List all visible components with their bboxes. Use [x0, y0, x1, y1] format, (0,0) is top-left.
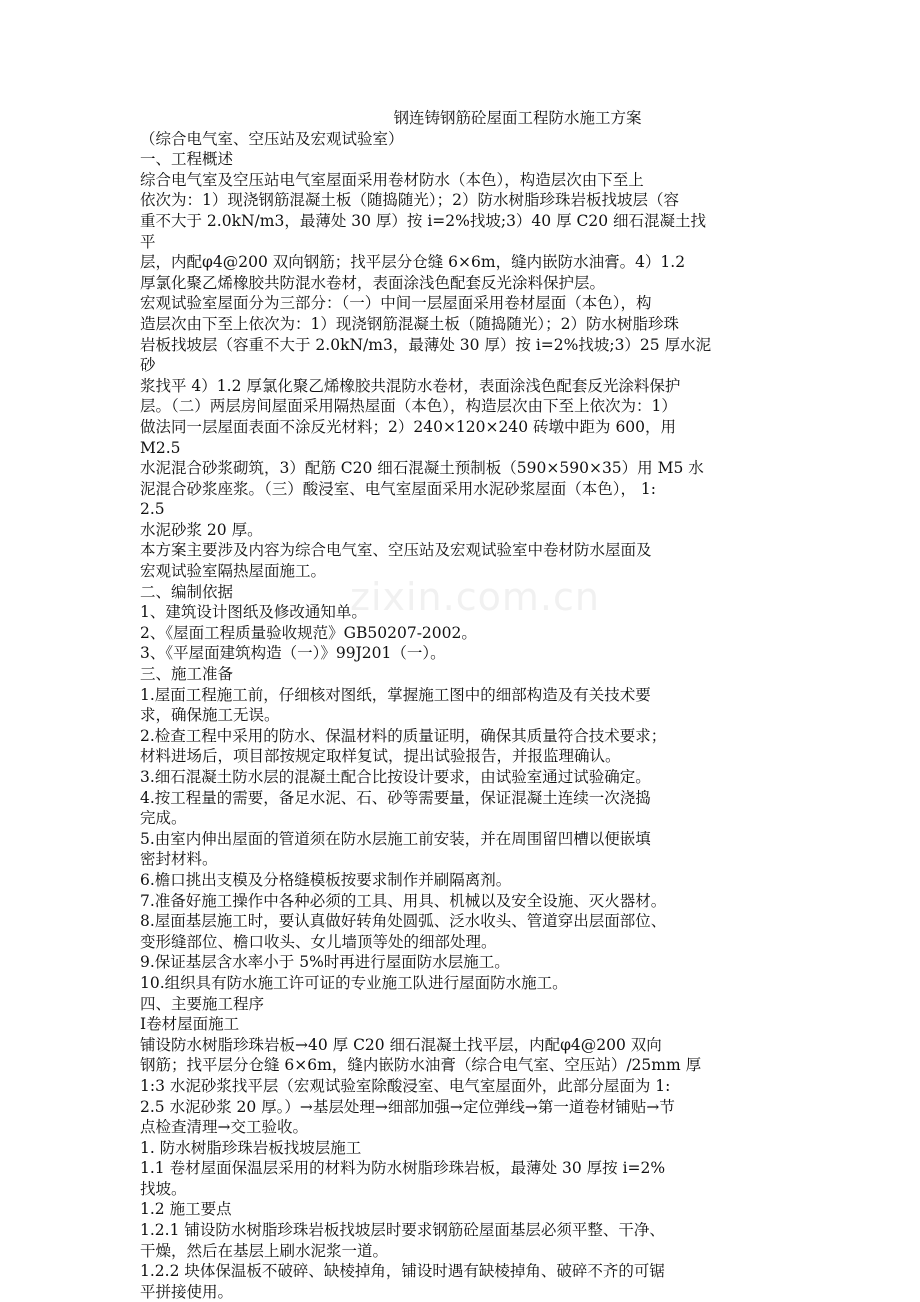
text-line: 2、《屋面工程质量验收规范》GB50207-2002。	[140, 623, 477, 642]
text-line: 变形缝部位、檐口收头、女儿墙顶等处的细部处理。	[140, 932, 497, 951]
text-line: 1.屋面工程施工前，仔细核对图纸，掌握施工图中的细部构造及有关技术要	[140, 685, 651, 704]
text-line: 求，确保施工无误。	[140, 706, 280, 725]
text-line: 水泥混合砂浆砌筑，3）配筋 C20 细石混凝土预制板（590×590×35）用 M5 水	[140, 459, 704, 478]
text-line: 5.由室内伸出屋面的管道须在防水层施工前安装，并在周围留凹槽以便嵌填	[140, 829, 651, 848]
text-line: 10.组织具有防水施工许可证的专业施工队进行屋面防水施工。	[140, 973, 568, 992]
document-title: 钢连铸钢筋砼屋面工程防水施工方案	[393, 109, 642, 127]
text-line: 1.2 施工要点	[140, 1200, 232, 1219]
text-line: 铺设防水树脂珍珠岩板→40 厚 C20 细石混凝土找平层，内配φ4@200 双向	[140, 1035, 662, 1054]
text-line: M2.5	[140, 438, 181, 457]
text-line: 2.检查工程中采用的防水、保温材料的质量证明，确保其质量符合技术要求；	[140, 726, 667, 745]
text-line: 厚氯化聚乙烯橡胶共防混水卷材，表面涂浅色配套反光涂料保护层。	[140, 273, 606, 292]
text-line: 宏观试验室屋面分为三部分：（一）中间一层屋面采用卷材屋面（本色），构	[140, 294, 652, 313]
text-line: 四、主要施工程序	[140, 994, 265, 1013]
text-line: 二、编制依据	[140, 582, 234, 601]
text-line: 1、建筑设计图纸及修改通知单。	[140, 603, 367, 622]
text-line: 2.5 水泥砂浆 20 厚。）→基层处理→细部加强→定位弹线→第一道卷材铺贴→节	[140, 1097, 675, 1116]
text-line: 1.1 卷材屋面保温层采用的材料为防水树脂珍珠岩板，最薄处 30 厚按 i=2%	[140, 1159, 666, 1178]
text-line: 点检查清理→交工验收。	[140, 1118, 308, 1137]
text-line: 本方案主要涉及内容为综合电气室、空压站及宏观试验室中卷材防水屋面及	[140, 541, 652, 560]
text-line: 7.准备好施工操作中各种必须的工具、用具、机械以及安全设施、灭火器材。	[140, 891, 667, 910]
text-line: 6.檐口挑出支模及分格缝模板按要求制作并刷隔离剂。	[140, 870, 512, 889]
text-line: 1.2.1 铺设防水树脂珍珠岩板找坡层时要求钢筋砼屋面基层必须平整、干净、	[140, 1221, 665, 1240]
text-line: 宏观试验室隔热屋面施工。	[140, 562, 327, 581]
text-line: Ⅰ卷材屋面施工	[140, 1015, 240, 1034]
text-line: 9.保证基层含水率小于 5%时再进行屋面防水层施工。	[140, 953, 510, 972]
text-line: 1. 防水树脂珍珠岩板找坡层施工	[140, 1138, 362, 1157]
text-line: 平	[140, 232, 156, 251]
text-line: 2.5	[140, 500, 165, 519]
text-line: 钢筋；找平层分仓缝 6×6m，缝内嵌防水油膏（综合电气室、空压站）/25mm 厚	[140, 1056, 702, 1075]
document-body	[140, 108, 800, 1302]
text-line: 平拼接使用。	[140, 1282, 234, 1301]
watermark: zixin.com.cn	[350, 575, 600, 619]
text-line: （综合电气室、空压站及宏观试验室）	[140, 129, 404, 148]
text-line: 砂	[140, 356, 156, 375]
text-line: 依次为：1）现浇钢筋混凝土板（随捣随光）；2）防水树脂珍珠岩板找坡层（容	[140, 191, 679, 210]
text-line: 综合电气室及空压站电气室屋面采用卷材防水（本色），构造层次由下至上	[140, 170, 644, 189]
text-line: 找坡。	[140, 1179, 187, 1198]
text-line: 材料进场后，项目部按规定取样复试，提出试验报告，并报监理确认。	[140, 747, 621, 766]
text-line: 密封材料。	[140, 850, 218, 869]
text-line: 岩板找坡层（容重不大于 2.0kN/m3，最薄处 30 厚）按 i=2%找坡;3）25 厚水泥	[140, 335, 712, 354]
text-line: 1.2.2 块体保温板不破碎、缺棱掉角，铺设时遇有缺棱掉角、破碎不齐的可锯	[140, 1262, 665, 1281]
text-line: 水泥砂浆 20 厚。	[140, 520, 263, 539]
text-line: 浆找平 4）1.2 厚氯化聚乙烯橡胶共混防水卷材，表面涂浅色配套反光涂料保护	[140, 376, 681, 395]
text-line: 一、工程概述	[140, 150, 234, 169]
text-line: 8.屋面基层施工时，要认真做好转角处圆弧、泛水收头、管道穿出层面部位、	[140, 912, 667, 931]
text-line: 干燥，然后在基层上刷水泥浆一道。	[140, 1241, 389, 1260]
text-line: 完成。	[140, 809, 187, 828]
text-line: 层。（二）两层房间屋面采用隔热屋面（本色），构造层次由下至上依次为：1）	[140, 397, 677, 416]
text-line: 3.细石混凝土防水层的混凝土配合比按设计要求，由试验室通过试验确定。	[140, 768, 651, 786]
text-line: 3、《平屋面建筑构造（一）》99J201（一）。	[140, 644, 446, 663]
text-line: 做法同一层屋面表面不涂反光材料；2）240×120×240 砖墩中距为 600，用	[140, 417, 677, 436]
text-line: 1:3 水泥砂浆找平层（宏观试验室除酸浸室、电气室屋面外，此部分屋面为 1:	[140, 1076, 671, 1095]
text-line: 三、施工准备	[140, 665, 234, 684]
text-line: 4.按工程量的需要，备足水泥、石、砂等需要量，保证混凝土连续一次浇捣	[140, 788, 651, 807]
text-line: 造层次由下至上依次为：1）现浇钢筋混凝土板（随捣随光）；2）防水树脂珍珠	[140, 314, 679, 333]
text-line: 重不大于 2.0kN/m3，最薄处 30 厚）按 i=2%找坡;3）40 厚 C20 细石混凝土找	[140, 211, 707, 230]
text-line: 层，内配φ4@200 双向钢筋；找平层分仓缝 6×6m，缝内嵌防水油膏。4）1.2	[140, 253, 686, 272]
text-line: 泥混合砂浆座浆。（三）酸浸室、电气室屋面采用水泥砂浆屋面（本色）， 1:	[140, 479, 657, 498]
